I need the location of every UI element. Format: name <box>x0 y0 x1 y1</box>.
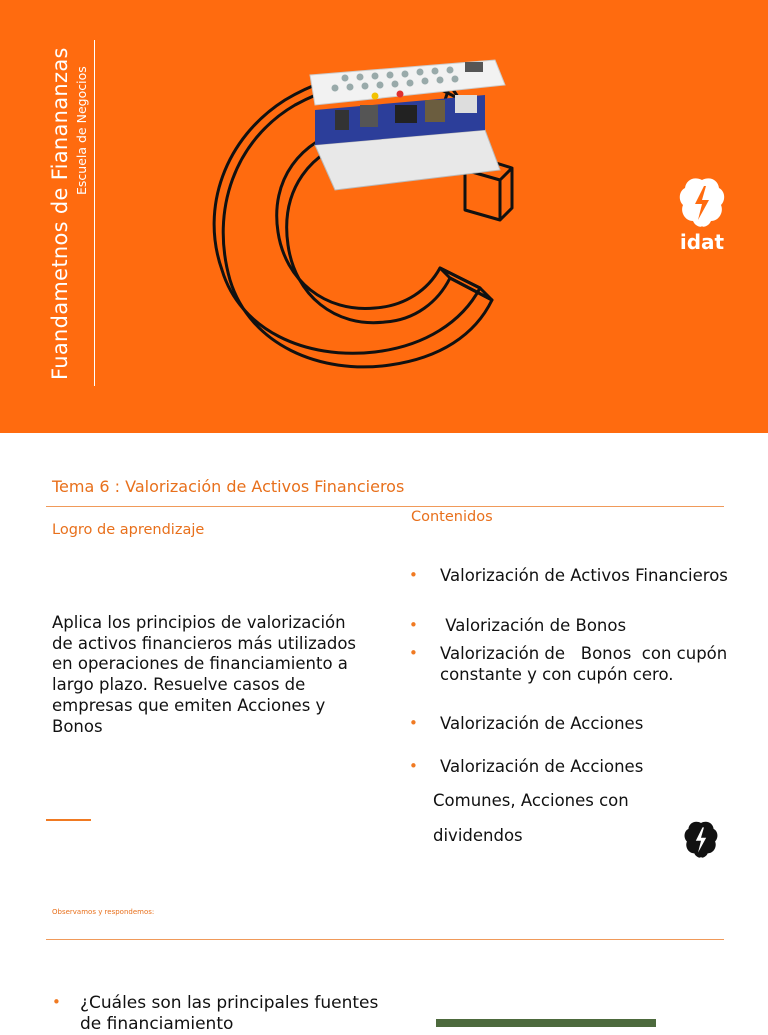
partial-image <box>436 1019 656 1027</box>
idat-logo <box>676 176 728 254</box>
content-item-2: Valorización de Bonos <box>440 616 627 635</box>
bullet: • <box>409 757 418 775</box>
content-item-5: Valorización de Acciones <box>440 757 644 776</box>
bullet: • <box>409 566 418 584</box>
question-text: ¿Cuáles son las principales fuentes de financiamiento <box>80 993 379 1034</box>
content-continuation-2: dividendos <box>433 826 523 845</box>
school-subtitle: Escuela de Negocios <box>74 66 89 195</box>
device-box <box>310 60 505 190</box>
brain-bolt-icon <box>678 176 726 230</box>
logro-label: Logro de aprendizaje <box>52 522 205 538</box>
logro-text: Aplica los principios de valorización de activos financieros más utilizados en operaciones de financiamiento a largo plazo. Resuelve casos de empresas que emiten Acciones y Bonos <box>52 613 357 736</box>
brain-bolt-icon <box>683 820 719 860</box>
heading-divider <box>46 506 724 507</box>
course-title: Fuandametnos de Fianananzas <box>48 47 72 380</box>
content-item-1: Valorización de Activos Financieros <box>440 566 728 585</box>
c-letter-device-illustration <box>200 30 520 380</box>
accent-line <box>46 819 91 821</box>
content-item-3: Valorización de Bonos con cupón constante y con cupón cero. <box>440 644 733 684</box>
bullet: • <box>409 714 418 732</box>
logo-text: idat <box>679 230 725 254</box>
content-continuation-1: Comunes, Acciones con <box>433 791 629 810</box>
content-item-4: Valorización de Acciones <box>440 714 644 733</box>
observe-label: Observamos y respondemos: <box>52 908 155 916</box>
section-divider <box>46 939 724 940</box>
topic-heading: Tema 6 : Valorización de Activos Financieros <box>52 477 405 496</box>
contenidos-label: Contenidos <box>411 509 493 525</box>
vertical-divider <box>94 40 95 386</box>
bullet: • <box>409 644 418 662</box>
header-banner <box>0 0 768 433</box>
bullet: • <box>409 616 418 634</box>
bullet: • <box>52 993 61 1011</box>
